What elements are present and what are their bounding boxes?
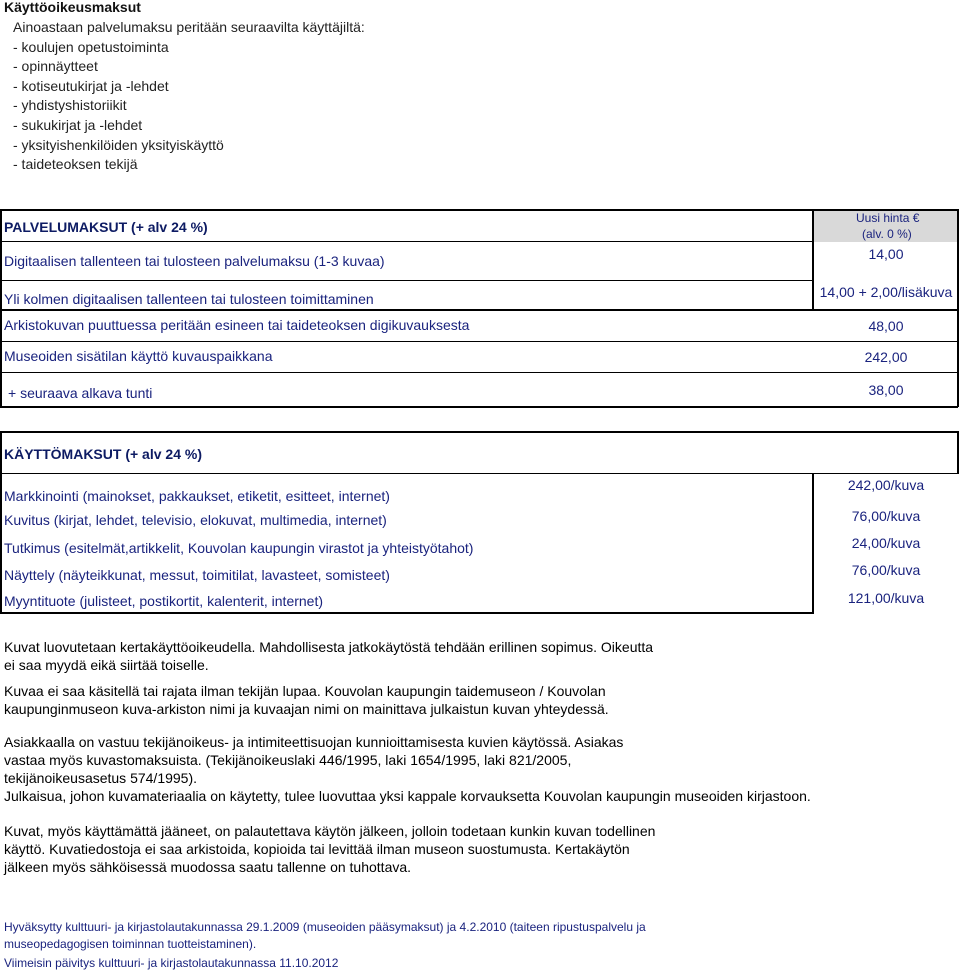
usage-row-label: Kuvitus (kirjat, lehdet, televisio, elokuvat, multimedia, internet) — [4, 512, 387, 528]
footer-line: museopedagogisen toiminnan tuotteistaminen). — [4, 937, 257, 951]
service-row-label: Digitaalisen tallenteen tai tulosteen palvelumaksu (1-3 kuvaa) — [4, 253, 385, 269]
paragraph-line: tekijänoikeusasetus 574/1995). — [4, 770, 198, 786]
paragraph-line: käyttö. Kuvatiedostoja ei saa arkistoida, kopioida tai levittää ilman museon suostumusta. Kertakäytön — [4, 841, 630, 857]
intro-item: - yhdistyshistoriikit — [13, 97, 127, 113]
paragraph-line: Asiakkaalla on vastuu tekijänoikeus- ja intimiteettisuojan kunnioittamisesta kuvien käytössä. Asiakas — [4, 734, 624, 750]
service-row-label: Arkistokuvan puuttuessa peritään esineen tai taideteoksen digikuvauksesta — [4, 317, 470, 333]
table-border — [0, 209, 958, 211]
paragraph-line: vastaa myös kuvastomaksuista. (Tekijänoikeuslaki 446/1995, laki 1654/1995, laki 821/2005, — [4, 752, 572, 768]
paragraph-license — [4, 638, 944, 674]
service-row-label: + seuraava alkava tunti — [8, 385, 153, 401]
table-border — [0, 280, 813, 281]
table-border — [0, 309, 958, 311]
table-border — [0, 612, 814, 614]
service-row-price: 38,00 — [868, 382, 904, 398]
intro-item: - taideteoksen tekijä — [13, 156, 138, 172]
usage-row-price: 242,00/kuva — [847, 477, 925, 493]
paragraph-line: jälkeen myös sähköisessä muodossa saatu tallenne on tuhottava. — [4, 859, 412, 875]
paragraph-line: Kuvat luovutetaan kertakäyttöoikeudella. Mahdollisesta jatkokäytöstä tehdään erillinen sopimus. Oikeutta — [4, 639, 654, 655]
service-row-label: Yli kolmen digitaalisen tallenteen tai tulosteen toimittaminen — [4, 291, 374, 307]
usage-row-label: Myyntituote (julisteet, postikortit, kalenterit, internet) — [4, 593, 324, 609]
usage-row-label: Markkinointi (mainokset, pakkaukset, etiketit, esitteet, internet) — [4, 488, 390, 504]
paragraph-line: Kuvat, myös käyttämättä jääneet, on palautettava käytön jälkeen, jolloin todetaan kunkin kuvan todellinen — [4, 823, 656, 839]
paragraph-line: kaupunginmuseon kuva-arkiston nimi ja kuvaajan nimi on mainittava julkaistun kuvan yhteydessä. — [4, 701, 609, 717]
paragraph-line: ei saa myydä eikä siirtää toiselle. — [4, 657, 209, 673]
paragraph-responsibility — [4, 733, 944, 805]
service-heading: PALVELUMAKSUT (+ alv 24 %) — [4, 219, 208, 235]
intro-item: - kotiseutukirjat ja -lehdet — [13, 78, 169, 94]
usage-row-price: 24,00/kuva — [851, 535, 921, 551]
paragraph-return — [4, 822, 944, 876]
table-border — [0, 372, 958, 373]
paragraph-line: Kuvaa ei saa käsitellä tai rajata ilman tekijän lupaa. Kouvolan kaupungin taidemuseon / Kouvolan — [4, 683, 606, 699]
paragraph-line: Julkaisua, johon kuvamateriaalia on käytetty, tulee luovuttaa yksi kappale korvauksetta Kouvolan kaupungin museoiden kirjastoon. — [4, 788, 811, 804]
paragraph-editing — [4, 682, 944, 718]
intro-item: - opinnäytteet — [13, 58, 98, 74]
table-border — [957, 431, 959, 474]
table-border — [0, 473, 958, 474]
table-border — [0, 406, 958, 408]
usage-heading: KÄYTTÖMAKSUT (+ alv 24 %) — [4, 446, 202, 462]
service-row-price: 242,00 — [864, 349, 908, 365]
service-row-price: 14,00 + 2,00/lisäkuva — [819, 284, 953, 300]
intro-item: - sukukirjat ja -lehdet — [13, 117, 143, 133]
usage-row-price: 121,00/kuva — [847, 590, 925, 606]
table-border — [0, 209, 2, 407]
price-header-vat: (alv. 0 %) — [862, 227, 912, 241]
usage-row-price: 76,00/kuva — [851, 508, 921, 524]
table-border — [0, 431, 2, 613]
intro-lead: Ainoastaan palvelumaksu peritään seuraavilta käyttäjiltä: — [13, 19, 365, 35]
usage-row-label: Näyttely (näyteikkunat, messut, toimitilat, lavasteet, somisteet) — [4, 567, 390, 583]
service-row-price: 14,00 — [868, 246, 904, 262]
table-border — [0, 241, 813, 242]
service-row-price: 48,00 — [868, 318, 904, 334]
price-header: Uusi hinta € — [856, 211, 920, 225]
intro-item: - koulujen opetustoiminta — [13, 39, 169, 55]
footer-line: Hyväksytty kulttuuri- ja kirjastolautakunnassa 29.1.2009 (museoiden pääsymaksut) ja 4.2.2010 (taiteen ripustuspalvelu ja — [4, 920, 646, 934]
service-row-label: Museoiden sisätilan käyttö kuvauspaikkana — [4, 348, 273, 364]
table-border — [0, 431, 958, 433]
page-title: Käyttöoikeusmaksut — [4, 0, 141, 15]
table-border — [957, 209, 959, 407]
usage-row-price: 76,00/kuva — [851, 562, 921, 578]
table-border — [0, 341, 958, 342]
intro-item: - yksityishenkilöiden yksityiskäyttö — [13, 137, 224, 153]
footer-approved — [4, 919, 954, 953]
footer-updated: Viimeisin päivitys kulttuuri- ja kirjastolautakunnassa 11.10.2012 — [4, 956, 339, 970]
usage-row-label: Tutkimus (esitelmät,artikkelit, Kouvolan kaupungin virastot ja yhteistyötahot) — [4, 540, 474, 556]
